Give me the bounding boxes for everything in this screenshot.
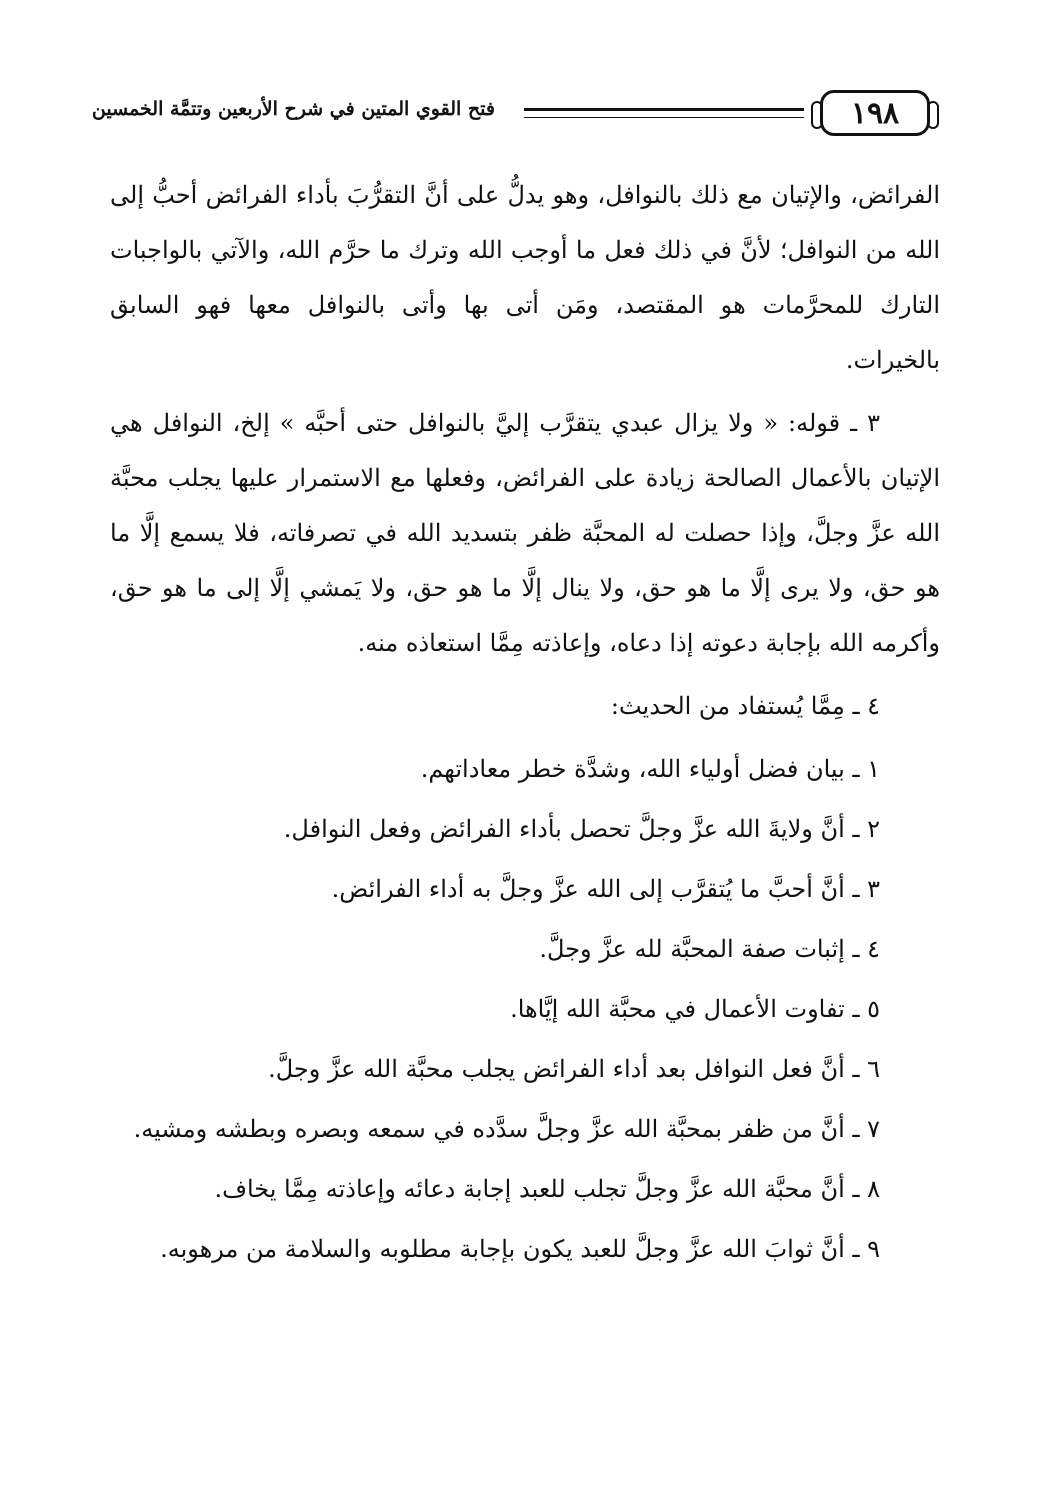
benefit-item: ٧ ـ أنَّ من ظفر بمحبَّة الله عزَّ وجلَّ سدَّده في سمعه وبصره وبطشه ومشيه. [133,1115,880,1143]
benefit-item: ٢ ـ أنَّ ولايةَ الله عزَّ وجلَّ تحصل بأداء الفرائض وفعل النوافل. [283,815,880,843]
benefit-item: ٨ ـ أنَّ محبَّة الله عزَّ وجلَّ تجلب للعبد إجابة دعائه وإعاذته مِمَّا يخاف. [214,1175,880,1203]
benefit-item: ١ ـ بيان فضل أولياء الله، وشدَّة خطر معاداتهم. [420,755,880,783]
page-content [110,168,940,1280]
benefit-item: ٩ ـ أنَّ ثوابَ الله عزَّ وجلَّ للعبد يكون بإجابة مطلوبه والسلامة من مرهوبه. [160,1235,880,1263]
benefit-item: ٥ ـ تفاوت الأعمال في محبَّة الله إيَّاها. [510,995,880,1023]
running-header [91,90,930,138]
paragraph-continued: الفرائض، والإتيان مع ذلك بالنوافل، وهو يدلُّ على أنَّ التقرُّبَ بأداء الفرائض أحبُّ إلى الله من النوافل؛ لأنَّ في ذلك فعل ما أوجب الله وترك ما حرَّم الله، والآتي بالواجبات التارك للمحرَّمات هو المقتصد، ومَن أتى بها وأتى بالنوافل معها فهو السابق بالخيرات. [110,181,941,374]
page-number: ١٩٨ [820,90,930,136]
book-title: فتح القوي المتين في شرح الأربعين وتتمَّة الخمسين [91,98,495,120]
benefit-item: ٣ ـ أنَّ أحبَّ ما يُتقرَّب إلى الله عزَّ وجلَّ به أداء الفرائض. [331,875,880,903]
benefits-list [110,740,940,1278]
paragraph-point-3: ٣ ـ قوله: « ولا يزال عبدي يتقرَّب إليَّ بالنوافل حتى أحبَّه » إلخ، النوافل هي الإتيان بالأعمال الصالحة زيادة على الفرائض، وفعلها مع الاستمرار عليها يجلب محبَّة الله عزَّ وجلَّ، وإذا حصلت له المحبَّة ظفر بتسديد الله في تصرفاته، فلا يسمع إلَّا ما هو حق، ولا يرى إلَّا ما هو حق، ولا ينال إلَّا ما هو حق، ولا يَمشي إلَّا إلى ما هو حق، وأكرمه الله بإجابة دعوته إذا دعاه، وإعاذته مِمَّا استعاذه منه. [110,409,941,657]
benefits-heading: ٤ ـ مِمَّا يُستفاد من الحديث: [610,692,880,720]
benefit-item: ٦ ـ أنَّ فعل النوافل بعد أداء الفرائض يجلب محبَّة الله عزَّ وجلَّ. [268,1055,880,1083]
benefit-item: ٤ ـ إثبات صفة المحبَّة لله عزَّ وجلَّ. [539,935,880,963]
header-rule [524,108,804,118]
